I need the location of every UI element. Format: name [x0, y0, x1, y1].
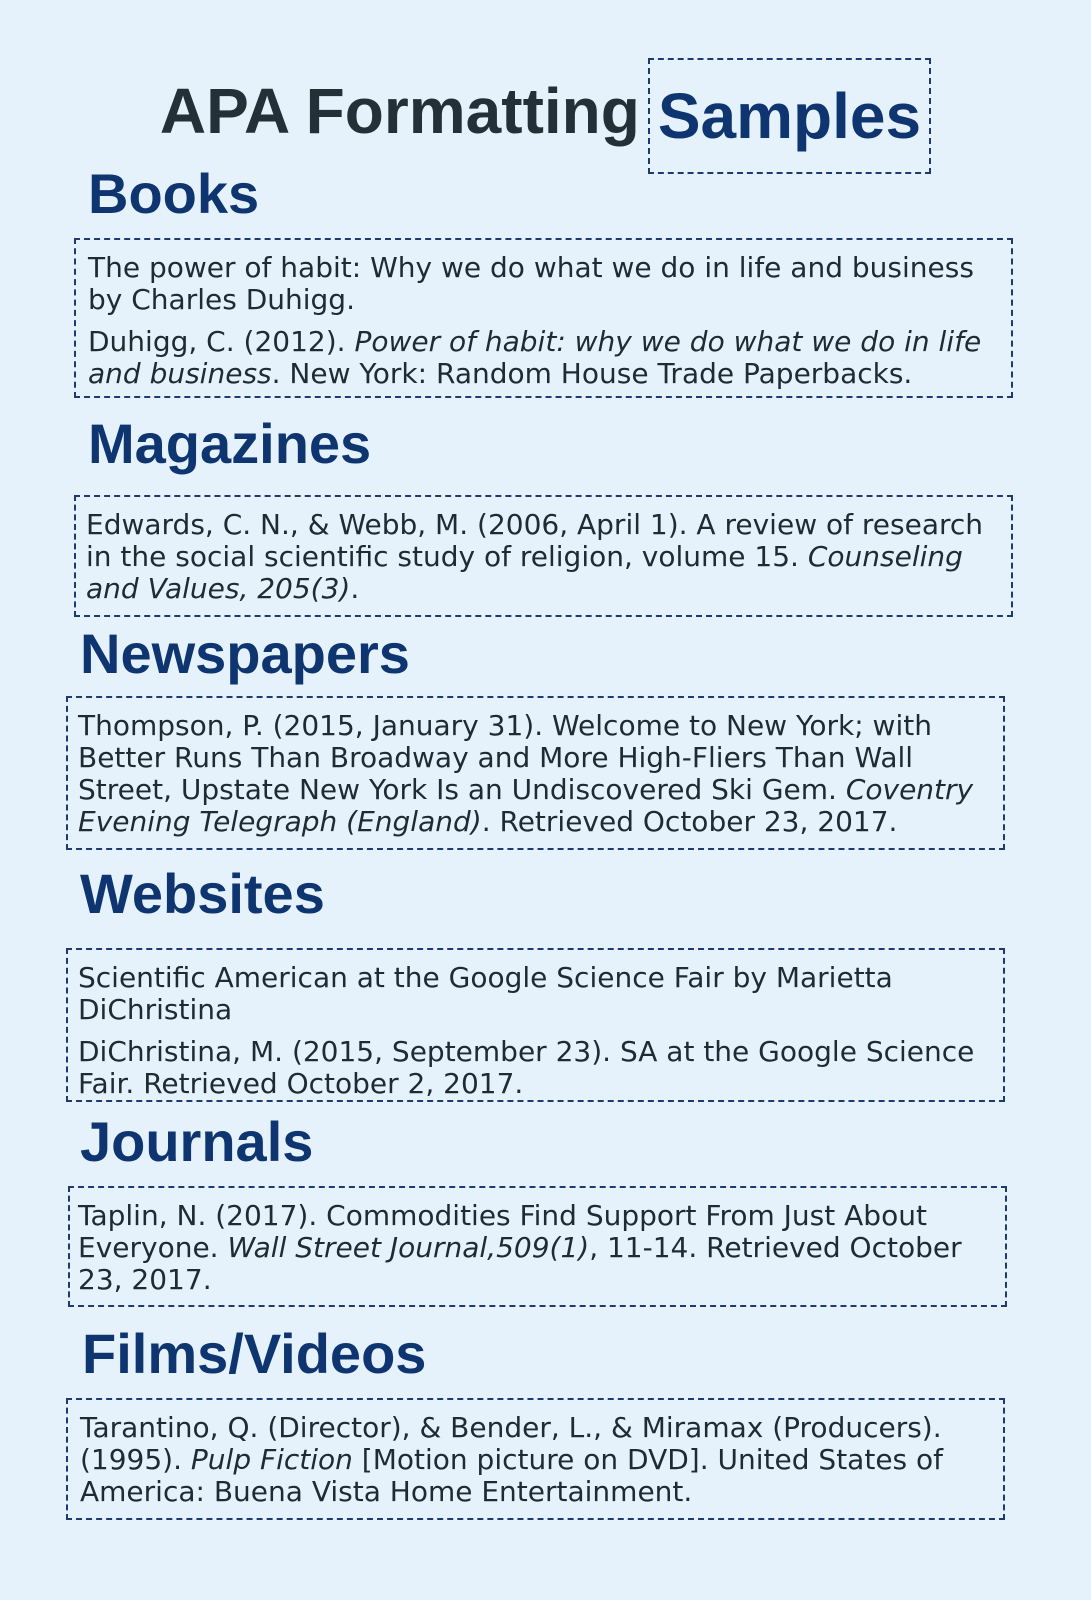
section-heading-newspapers: Newspapers [80, 622, 410, 685]
books-citation-author: Duhigg, C. (2012). [88, 325, 355, 358]
magazines-citation-author: Edwards, C. N., & Webb, M. (2006, April 1). A review of research in the social scientific study of religion, volume 15. [86, 508, 984, 573]
magazines-citation-journal: Counseling and Values, 205(3) [86, 540, 963, 605]
books-source-line: The power of habit: Why we do what we do in life and business by Charles Duhigg. [88, 251, 974, 316]
films-citation-end: [Motion picture on DVD]. United States of America: Buena Vista Home Entertainment. [80, 1443, 944, 1508]
websites-source-line: Scientific American at the Google Science Fair by Marietta DiChristina [78, 961, 893, 1026]
section-heading-books: Books [88, 162, 260, 225]
journals-citation-author: Taplin, N. (2017). Commodities Find Support From Just About Everyone. [78, 1199, 927, 1264]
websites-citation: DiChristina, M. (2015, September 23). SA at the Google Science Fair. Retrieved October 2, 2017. [78, 1035, 975, 1100]
citation-box-books [74, 238, 1013, 398]
films-citation-author: Tarantino, Q. (Director), & Bender, L., & Miramax (Producers). (1995). [80, 1411, 942, 1476]
journals-citation-journal: Wall Street Journal,509(1) [227, 1231, 590, 1264]
films-citation [80, 1412, 993, 1508]
page-title [0, 58, 1091, 174]
books-citation [88, 326, 1001, 390]
journals-citation [78, 1200, 995, 1296]
newspapers-citation-end: . Retrieved October 23, 2017. [481, 805, 898, 838]
section-heading-magazines: Magazines [88, 412, 372, 475]
magazines-citation-end: . [350, 572, 360, 605]
citation-box-magazines [74, 495, 1013, 617]
magazines-citation [86, 509, 1001, 605]
section-heading-films: Films/Videos [82, 1322, 427, 1385]
journals-citation-end: , 11-14. Retrieved October 23, 2017. [78, 1231, 962, 1296]
section-heading-journals: Journals [80, 1110, 314, 1173]
citation-box-films [66, 1398, 1005, 1520]
books-citation-title: Power of habit: why we do what we do in life and business [88, 325, 982, 390]
newspapers-citation-paper: Coventry Evening Telegraph (England) [78, 773, 974, 838]
films-citation-title: Pulp Fiction [190, 1443, 353, 1476]
page-title-highlight: Samples [648, 58, 931, 174]
newspapers-citation-author: Thompson, P. (2015, January 31). Welcome to New York; with Better Runs Than Broadway and More High-Fliers Than Wall Street, Upstate New York Is an Undiscovered Ski Gem. [78, 709, 932, 806]
section-heading-websites: Websites [80, 862, 325, 925]
citation-box-websites [66, 948, 1005, 1102]
citation-box-journals [68, 1186, 1007, 1307]
citation-box-newspapers [66, 696, 1005, 850]
page-title-text: APA Formatting [159, 74, 640, 147]
books-citation-publisher: . New York: Random House Trade Paperbacks. [271, 357, 913, 390]
newspapers-citation [78, 710, 993, 838]
